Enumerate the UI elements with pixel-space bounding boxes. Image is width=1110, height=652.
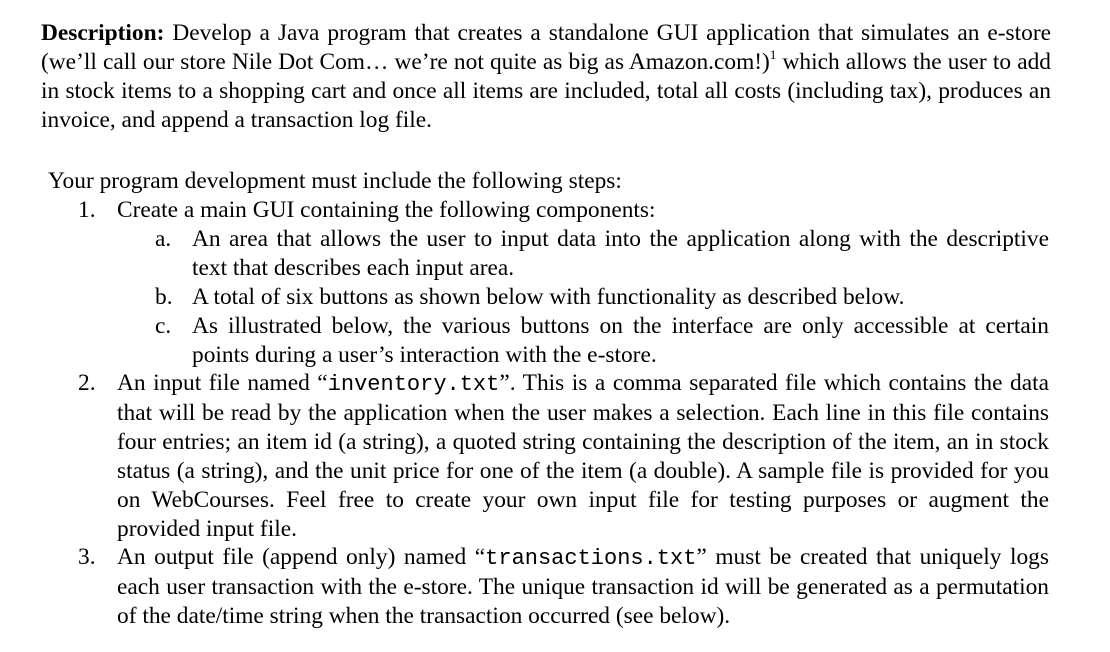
step-1a-letter: a. [155,226,172,252]
description-text-part1: Develop a Java program that creates a standalone GUI application that simulates an e-store (we’ll call our store Nile Dot Com… we’re not quite as big as Amazon.com!) [41,20,1051,75]
step-2-text [117,369,1049,544]
step-1-number: 1. [78,197,96,223]
step-2-text-b: ”. This is a comma separated file which contains the data that will be read by the application when the user makes a selection. Each line in this file contains four entries; an item id (a string), a quoted string containing the description of the item, an in stock status (a string), and the unit price for one of the item (a double). A sample file is provided for you on WebCourses. Feel free to create your own input file for testing purposes or augment the provided input file. [117,370,1049,542]
description-text-part2: which allows the user to add in stock items to a shopping cart and once all items are included, total all costs (including tax), produces an invoice, and append a transaction log file. [41,49,1051,133]
step-1c-text: As illustrated below, the various buttons on the interface are only accessible at certain points during a user’s interaction with the e-store. [192,313,1049,368]
step-3-number: 3. [78,544,96,570]
step-2-number: 2. [78,370,96,396]
step-1c-letter: c. [155,313,172,339]
step-2-text-a: An input file named “ [117,370,328,396]
inventory-filename: inventory.txt [327,372,500,397]
step-3-text-b: ” must be created that uniquely logs each user transaction with the e-store. The unique transaction id will be generated as a permutation of the date/time string when the transaction occurred (see below). [117,544,1049,629]
step-3-text-a: An output file (append only) named “ [117,544,486,570]
description-paragraph [41,19,1051,135]
transactions-filename: transactions.txt [485,546,697,571]
step-3-text [117,543,1049,631]
description-label: Description: [41,20,165,46]
step-1b-text: A total of six buttons as shown below with functionality as described below. [192,284,905,310]
footnote-mark: 1 [769,47,777,62]
step-1b-letter: b. [155,284,173,310]
step-1a-text: An area that allows the user to input data into the application along with the descriptive text that describes each input area. [192,226,1049,281]
steps-intro: Your program development must include the following steps: [48,168,622,194]
step-1-text: Create a main GUI containing the following components: [117,197,656,223]
